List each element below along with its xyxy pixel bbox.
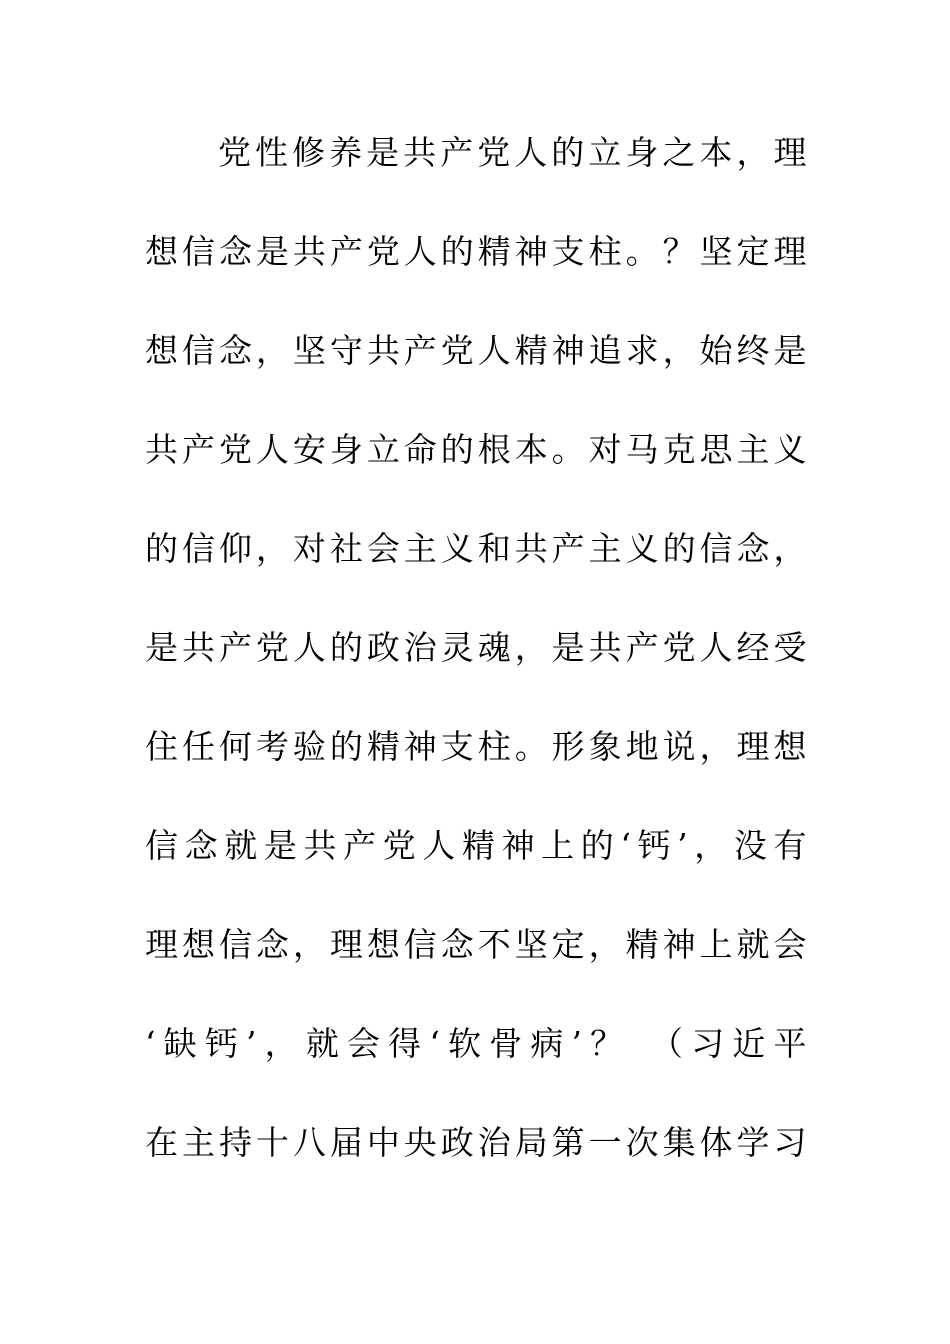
paragraph-line-4: 共产党人安身立命的根本。对马克思主义 xyxy=(145,430,807,469)
paragraph-line-6: 是共产党人的政治灵魂，是共产党人经受 xyxy=(145,628,807,667)
paragraph-line-3: 想信念，坚守共产党人精神追求，始终是 xyxy=(145,331,807,370)
body-paragraph xyxy=(145,126,807,1215)
paragraph-line-1: 党性修养是共产党人的立身之本，理 xyxy=(218,133,807,172)
paragraph-line-5: 的信仰，对社会主义和共产主义的信念， xyxy=(145,529,807,568)
paragraph-line-2: 想信念是共产党人的精神支柱。？坚定理 xyxy=(145,232,807,271)
paragraph-line-10: ‘缺钙’，就会得‘软骨病’？ （习近平 xyxy=(145,1024,807,1063)
paragraph-line-7: 住任何考验的精神支柱。形象地说，理想 xyxy=(145,727,807,766)
paragraph-line-11: 在主持十八届中央政治局第一次集体学习 xyxy=(145,1123,807,1162)
paragraph-line-8: 信念就是共产党人精神上的‘钙’，没有 xyxy=(145,826,807,865)
paragraph-line-9: 理想信念，理想信念不坚定，精神上就会 xyxy=(145,925,807,964)
